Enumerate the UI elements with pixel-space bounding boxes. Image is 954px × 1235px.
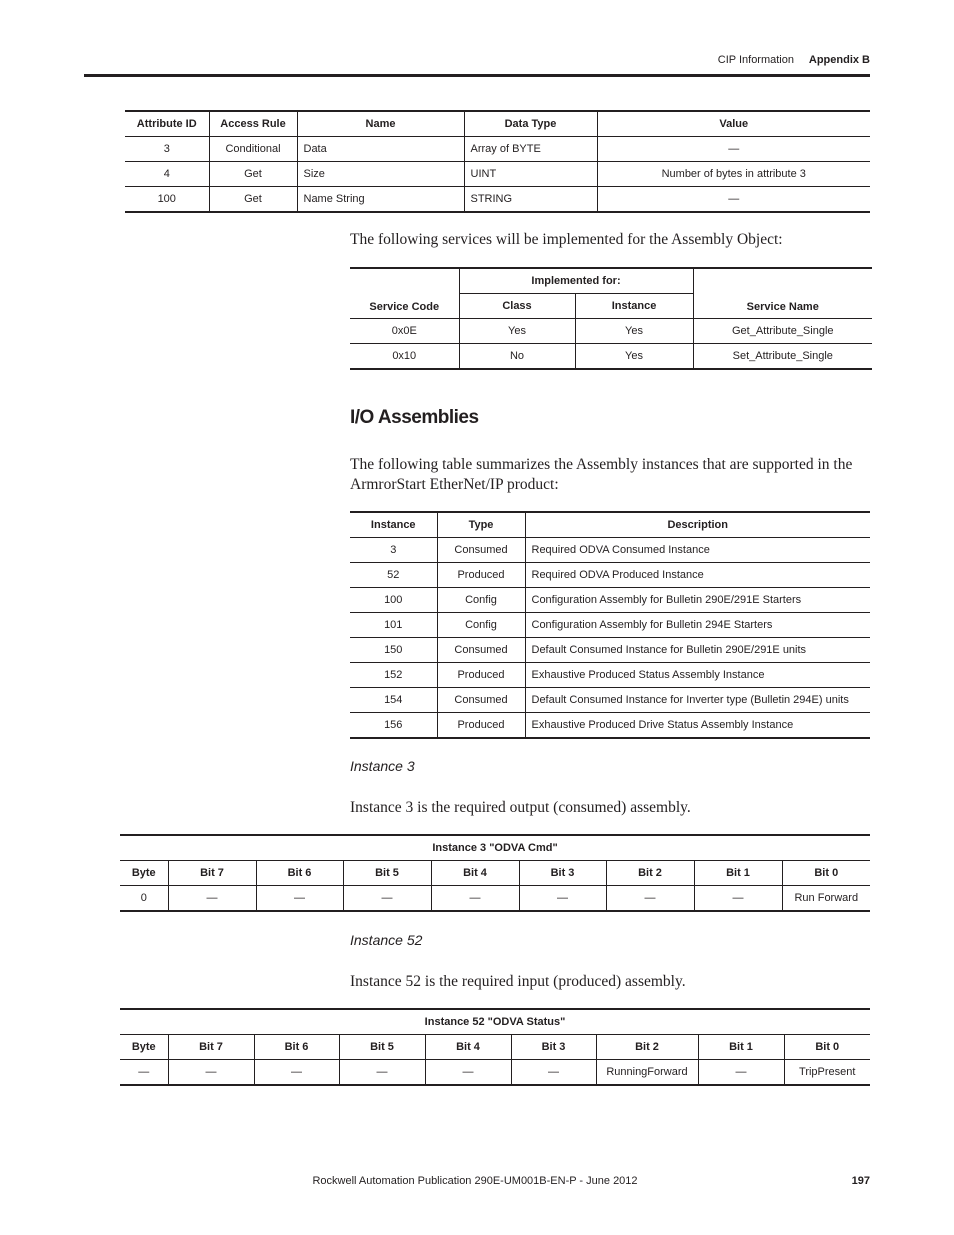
instance-3-text: Instance 3 is the required output (consumed) assembly. bbox=[350, 799, 691, 816]
instance-3-heading: Instance 3 bbox=[350, 758, 415, 774]
column-header: Bit 1 bbox=[694, 861, 782, 886]
table-row bbox=[120, 886, 870, 912]
column-header: Service Name bbox=[693, 268, 872, 319]
table-caption: Instance 52 "ODVA Status" bbox=[120, 1009, 870, 1035]
attribute-table bbox=[125, 110, 870, 213]
table-row bbox=[125, 162, 870, 187]
column-header: Bit 0 bbox=[782, 861, 870, 886]
instance-3-table bbox=[120, 834, 870, 912]
table-row bbox=[350, 663, 870, 688]
table-row bbox=[350, 563, 870, 588]
table-header-row bbox=[350, 268, 872, 294]
table-cell: Run Forward bbox=[782, 886, 870, 912]
column-header: Data Type bbox=[464, 111, 597, 137]
table-cell: Consumed bbox=[437, 688, 525, 713]
section-heading: I/O Assemblies bbox=[350, 407, 479, 428]
table-cell: — bbox=[343, 886, 431, 912]
instance-52-text: Instance 52 is the required input (produced) assembly. bbox=[350, 973, 686, 990]
column-header: Bit 3 bbox=[511, 1035, 596, 1060]
table-cell: 100 bbox=[125, 187, 209, 213]
column-header: Bit 7 bbox=[168, 1035, 254, 1060]
running-header-appendix: Appendix B bbox=[808, 54, 870, 66]
column-header: Access Rule bbox=[209, 111, 297, 137]
table-cell: UINT bbox=[464, 162, 597, 187]
table-cell: 154 bbox=[350, 688, 437, 713]
table-cell: No bbox=[459, 344, 575, 370]
table-cell: Number of bytes in attribute 3 bbox=[597, 162, 870, 187]
table-cell: Config bbox=[437, 588, 525, 613]
table-header-row bbox=[125, 111, 870, 137]
table-cell: Configuration Assembly for Bulletin 294E Starters bbox=[525, 613, 870, 638]
table-cell: — bbox=[511, 1060, 596, 1086]
table-cell: 150 bbox=[350, 638, 437, 663]
column-header: Bit 6 bbox=[256, 861, 343, 886]
column-header: Type bbox=[437, 512, 525, 538]
table-cell: 100 bbox=[350, 588, 437, 613]
table-cell: — bbox=[254, 1060, 339, 1086]
table-cell: RunningForward bbox=[596, 1060, 698, 1086]
table-cell: 3 bbox=[125, 137, 209, 162]
table-cell: — bbox=[168, 886, 256, 912]
table-cell: 101 bbox=[350, 613, 437, 638]
table-cell: Size bbox=[297, 162, 464, 187]
column-group-header: Implemented for: bbox=[459, 268, 693, 294]
table-cell: — bbox=[431, 886, 519, 912]
table-cell: — bbox=[694, 886, 782, 912]
column-header: Class bbox=[459, 294, 575, 319]
column-header: Value bbox=[597, 111, 870, 137]
instances-table bbox=[350, 511, 870, 739]
column-header: Bit 5 bbox=[343, 861, 431, 886]
table-caption-row bbox=[120, 1009, 870, 1035]
table-cell: — bbox=[339, 1060, 425, 1086]
column-header: Bit 1 bbox=[698, 1035, 784, 1060]
table-cell: Required ODVA Produced Instance bbox=[525, 563, 870, 588]
table-row bbox=[350, 588, 870, 613]
table-cell: Data bbox=[297, 137, 464, 162]
services-table bbox=[350, 267, 872, 370]
table-cell: Yes bbox=[575, 344, 693, 370]
table-cell: Configuration Assembly for Bulletin 290E/291E Starters bbox=[525, 588, 870, 613]
table-cell: 152 bbox=[350, 663, 437, 688]
column-header: Description bbox=[525, 512, 870, 538]
table-cell: Yes bbox=[459, 319, 575, 344]
table-cell: Yes bbox=[575, 319, 693, 344]
column-header: Byte bbox=[120, 1035, 168, 1060]
footer-publication: Rockwell Automation Publication 290E-UM001B-EN-P - June 2012 bbox=[312, 1175, 638, 1187]
column-header: Bit 5 bbox=[339, 1035, 425, 1060]
table-cell: Default Consumed Instance for Bulletin 290E/291E units bbox=[525, 638, 870, 663]
instance-52-table bbox=[120, 1008, 870, 1086]
column-header: Bit 2 bbox=[596, 1035, 698, 1060]
column-header: Bit 3 bbox=[519, 861, 606, 886]
running-header-section: CIP Information bbox=[717, 54, 794, 66]
page-number: 197 bbox=[851, 1175, 870, 1187]
table-row bbox=[350, 613, 870, 638]
table-header-row bbox=[120, 861, 870, 886]
table-cell: Consumed bbox=[437, 638, 525, 663]
table-cell: TripPresent bbox=[784, 1060, 870, 1086]
column-header: Bit 4 bbox=[431, 861, 519, 886]
column-header: Bit 4 bbox=[425, 1035, 511, 1060]
table-row bbox=[350, 688, 870, 713]
table-cell: Exhaustive Produced Status Assembly Instance bbox=[525, 663, 870, 688]
column-header: Instance bbox=[350, 512, 437, 538]
table-cell: — bbox=[698, 1060, 784, 1086]
table-cell: Name String bbox=[297, 187, 464, 213]
table-cell: Array of BYTE bbox=[464, 137, 597, 162]
table-cell: Get bbox=[209, 162, 297, 187]
table-cell: — bbox=[425, 1060, 511, 1086]
table-cell: Consumed bbox=[437, 538, 525, 563]
table-cell: Get bbox=[209, 187, 297, 213]
table-cell: Default Consumed Instance for Inverter type (Bulletin 294E) units bbox=[525, 688, 870, 713]
table-cell: Produced bbox=[437, 713, 525, 739]
table-cell: Produced bbox=[437, 563, 525, 588]
table-row bbox=[350, 638, 870, 663]
column-header: Bit 0 bbox=[784, 1035, 870, 1060]
table-row bbox=[350, 344, 872, 370]
table-row bbox=[125, 187, 870, 213]
table-cell: Exhaustive Produced Drive Status Assembly Instance bbox=[525, 713, 870, 739]
table-cell: Required ODVA Consumed Instance bbox=[525, 538, 870, 563]
table-cell: 0 bbox=[120, 886, 168, 912]
table-row bbox=[120, 1060, 870, 1086]
io-intro-text: The following table summarizes the Assembly instances that are supported in the ArmrorStart EtherNet/IP product: bbox=[350, 456, 853, 493]
table-cell: — bbox=[597, 137, 870, 162]
table-cell: — bbox=[120, 1060, 168, 1086]
column-header: Bit 6 bbox=[254, 1035, 339, 1060]
table-cell: 52 bbox=[350, 563, 437, 588]
table-row bbox=[350, 538, 870, 563]
table-cell: — bbox=[519, 886, 606, 912]
column-header: Attribute ID bbox=[125, 111, 209, 137]
column-header: Instance bbox=[575, 294, 693, 319]
table-row bbox=[350, 319, 872, 344]
column-header: Service Code bbox=[350, 268, 459, 319]
table-cell: Config bbox=[437, 613, 525, 638]
table-cell: — bbox=[256, 886, 343, 912]
table-row bbox=[350, 713, 870, 739]
column-header: Bit 2 bbox=[606, 861, 694, 886]
table-cell: 0x10 bbox=[350, 344, 459, 370]
table-caption-row bbox=[120, 835, 870, 861]
table-caption: Instance 3 "ODVA Cmd" bbox=[120, 835, 870, 861]
table-header-row bbox=[120, 1035, 870, 1060]
table-cell: 4 bbox=[125, 162, 209, 187]
services-intro-text: The following services will be implemented for the Assembly Object: bbox=[350, 231, 783, 248]
table-header-row bbox=[350, 512, 870, 538]
table-cell: Produced bbox=[437, 663, 525, 688]
table-cell: Set_Attribute_Single bbox=[693, 344, 872, 370]
table-cell: 3 bbox=[350, 538, 437, 563]
table-cell: — bbox=[606, 886, 694, 912]
table-row bbox=[125, 137, 870, 162]
table-cell: 156 bbox=[350, 713, 437, 739]
table-cell: Get_Attribute_Single bbox=[693, 319, 872, 344]
column-header: Name bbox=[297, 111, 464, 137]
table-cell: STRING bbox=[464, 187, 597, 213]
column-header: Byte bbox=[120, 861, 168, 886]
instance-52-heading: Instance 52 bbox=[350, 932, 423, 948]
table-cell: Conditional bbox=[209, 137, 297, 162]
table-cell: — bbox=[597, 187, 870, 213]
table-cell: — bbox=[168, 1060, 254, 1086]
header-rule bbox=[84, 74, 870, 77]
table-cell: 0x0E bbox=[350, 319, 459, 344]
column-header: Bit 7 bbox=[168, 861, 256, 886]
